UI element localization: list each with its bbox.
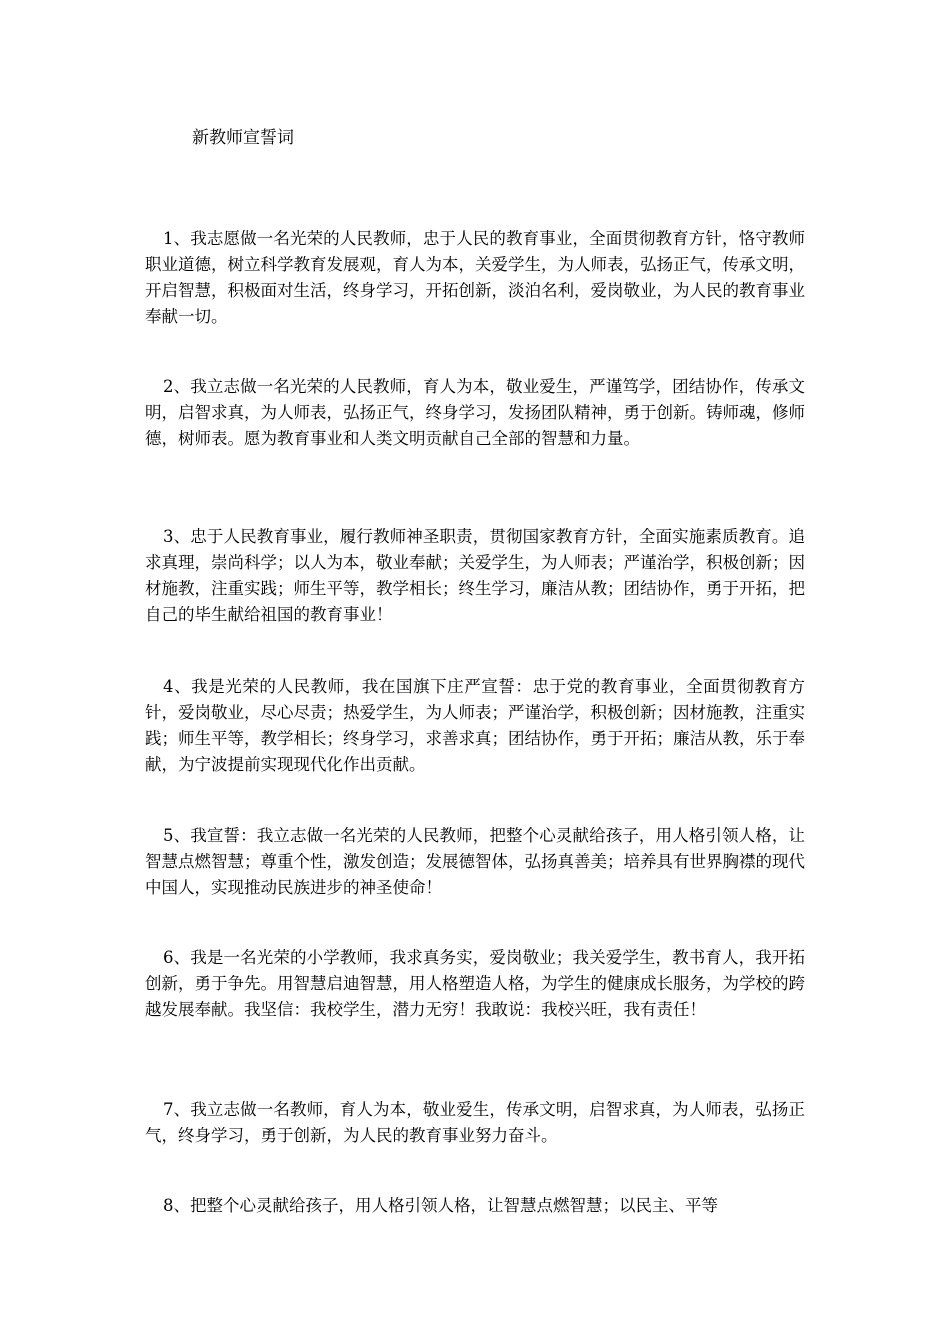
oath-paragraph-8: 8、把整个心灵献给孩子，用人格引领人格，让智慧点燃智慧；以民主、平等: [163, 1196, 718, 1215]
oath-paragraph-3: 3、忠于人民教育事业，履行教师神圣职责，贯彻国家教育方针，全面实施素质教育。追求真理，崇尚科学；以人为本，敬业奉献；关爱学生，为人师表；严谨治学，积极创新；因材施教，注重实践；师生平等，教学相长；终生学习，廉洁从教；团结协作，勇于开拓，把自己的毕生献给祖国的教育事业！: [145, 527, 805, 624]
oath-paragraph-2: 2、我立志做一名光荣的人民教师，育人为本，敬业爱生，严谨笃学，团结协作，传承文明，启智求真，为人师表，弘扬正气，终身学习，发扬团队精神，勇于创新。铸师魂，修师德，树师表。愿为教育事业和人类文明贡献自己全部的智慧和力量。: [145, 377, 805, 448]
oath-paragraph-1: 1、我志愿做一名光荣的人民教师，忠于人民的教育事业，全面贯彻教育方针，恪守教师职业道德，树立科学教育发展观，育人为本，关爱学生，为人师表，弘扬正气，传承文明，开启智慧，积极面对生活，终身学习，开拓创新，淡泊名利，爱岗敬业，为人民的教育事业奉献一切。: [145, 229, 805, 326]
oath-paragraph-7: 7、我立志做一名教师，育人为本，敬业爱生，传承文明，启智求真，为人师表，弘扬正气，终身学习，勇于创新，为人民的教育事业努力奋斗。: [145, 1100, 805, 1145]
oath-paragraph-4: 4、我是光荣的人民教师，我在国旗下庄严宣誓：忠于党的教育事业，全面贯彻教育方针，爱岗敬业，尽心尽责；热爱学生，为人师表；严谨治学，积极创新；因材施教，注重实践；师生平等，教学相长；终身学习，求善求真；团结协作，勇于开拓；廉洁从教，乐于奉献，为宁波提前实现现代化作出贡献。: [145, 677, 805, 774]
document-title: 新教师宣誓词: [192, 128, 294, 148]
oath-paragraph-6: 6、我是一名光荣的小学教师，我求真务实，爱岗敬业；我关爱学生，教书育人，我开拓创新，勇于争先。用智慧启迪智慧，用人格塑造人格，为学生的健康成长服务，为学校的跨越发展奉献。我坚信：我校学生，潜力无穷！我敢说：我校兴旺，我有责任！: [145, 948, 805, 1019]
oath-paragraph-5: 5、我宣誓：我立志做一名光荣的人民教师，把整个心灵献给孩子，用人格引领人格，让智慧点燃智慧；尊重个性，激发创造；发展德智体，弘扬真善美；培养具有世界胸襟的现代中国人，实现推动民族进步的神圣使命！: [145, 826, 805, 897]
